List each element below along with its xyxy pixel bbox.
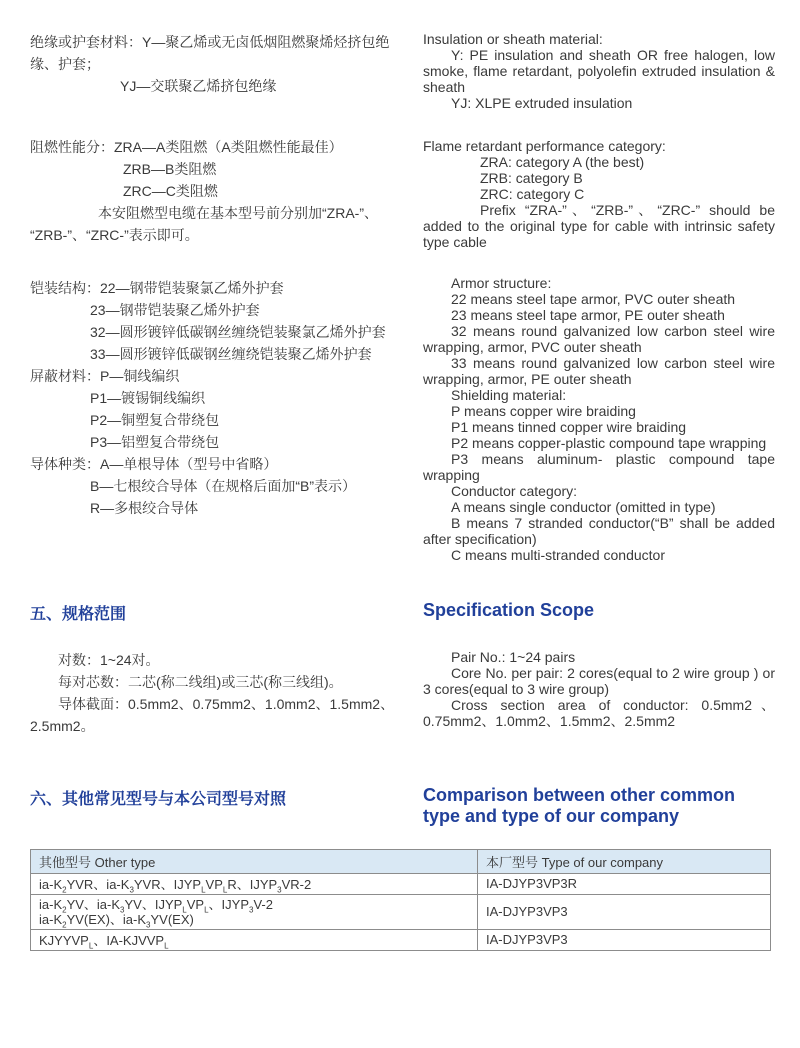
table-row: [31, 874, 771, 895]
text-line: 屏蔽材料：P—铜线编织: [30, 368, 180, 384]
text-line: 23—钢带铠装聚乙烯外护套: [90, 302, 260, 318]
text-line: 23 means steel tape armor, PE outer sheath: [451, 307, 725, 323]
text-line: R—多根绞合导体: [90, 500, 199, 516]
armor-shield-conductor-zh-block: [30, 277, 430, 519]
text-line: B—七根绞合导体（在规格后面加“B”表示）: [90, 478, 356, 494]
flame-retardant-zh-block: [30, 136, 430, 246]
table-row: [31, 930, 771, 951]
text-line: 每对芯数：二芯(称二线组)或三芯(称三线组)。: [58, 674, 343, 690]
text-line: 缘、护套；: [30, 56, 100, 72]
our-type-column-header: 本厂型号 Type of our company: [478, 850, 771, 874]
section-title: Conductor category:: [451, 483, 578, 499]
text-line: 33—圆形镀锌低碳钢丝缠绕铠装聚乙烯外护套: [90, 346, 372, 362]
spec-scope-heading-zh: 五、规格范围: [30, 606, 127, 623]
text-line: 铠装结构：22—钢带铠装聚氯乙烯外护套: [30, 280, 284, 296]
other-type-cell: [31, 930, 478, 951]
flame-retardant-en-block: [423, 138, 775, 250]
text-line: P means copper wire braiding: [451, 403, 636, 419]
paragraph: YJ: XLPE extruded insulation: [451, 95, 633, 111]
paragraph: 33 means round galvanized low carbon steel wire wrapping, armor, PE outer sheath: [423, 355, 775, 387]
other-type-cell: [31, 895, 478, 930]
text-line: 导体截面：0.5mm2、0.75mm2、1.0mm2、1.5mm2、: [58, 696, 395, 712]
comparison-heading-zh: 六、其他常见型号与本公司型号对照: [30, 791, 287, 808]
model-list: $ia-K_2YV$、$ia-K_3YV$、$IJYP_LVP_L$、$IJYP_3V-2$: [39, 897, 273, 915]
text-line: ZRC: category C: [480, 186, 585, 202]
text-line: 阻燃性能分：ZRA—A类阻燃（A类阻燃性能最佳）: [30, 139, 343, 155]
text-line: Pair No.: 1~24 pairs: [451, 649, 576, 665]
spec-scope-zh-block: [30, 649, 430, 737]
model-list: $KJYYVP_L$、$IA-KJVVP_L$: [39, 932, 169, 951]
section-title: Insulation or sheath material:: [423, 31, 603, 47]
text-line: A means single conductor (omitted in type): [451, 499, 716, 515]
model-list: $ia-K_2YVR$、$ia-K_3YVR$、$IJYP_LVP_LR$、$IJYP_3VR-2$: [39, 876, 312, 895]
other-type-column-header: 其他型号 Other type: [31, 850, 478, 874]
text-line: P2—铜塑复合带绕包: [90, 412, 220, 428]
text-line: 32—圆形镀锌低碳钢丝缠绕铠装聚氯乙烯外护套: [90, 324, 386, 340]
paragraph: B means 7 stranded conductor(“B” shall be added after specification): [423, 515, 775, 547]
armor-shield-conductor-en-block: [423, 275, 775, 563]
our-type-cell: IA-DJYP3VP3: [478, 930, 771, 951]
text-line: P2 means copper-plastic compound tape wrapping: [451, 435, 767, 451]
model-list: $ia-K_2YV(EX)$、$ia-K_3YV(EX)$: [39, 912, 194, 930]
text-line: P1—镀锡铜线编织: [90, 390, 206, 406]
table-header-row: [31, 850, 771, 874]
text-line: 本安阻燃型电缆在基本型号前分别加“ZRA-”、: [98, 205, 378, 221]
paragraph: P3 means aluminum- plastic compound tape wrapping: [423, 451, 775, 483]
text-line: 对数：1~24对。: [58, 652, 160, 668]
paragraph: Cross section area of conductor: 0.5mm2、0.75mm2、1.0mm2、1.5mm2、2.5mm2: [423, 697, 775, 729]
our-type-cell: IA-DJYP3VP3R: [478, 874, 771, 895]
text-line: ZRB—B类阻燃: [123, 161, 217, 177]
text-line: ZRB: category B: [480, 170, 583, 186]
paragraph: Y: PE insulation and sheath OR free halogen, low smoke, flame retardant, polyolefin extruded insulation & sheath: [423, 47, 775, 95]
text-line: P1 means tinned copper wire braiding: [451, 419, 687, 435]
other-type-cell: [31, 874, 478, 895]
paragraph: Core No. per pair: 2 cores(equal to 2 wire group ) or 3 cores(equal to 3 wire group): [423, 665, 775, 697]
comparison-heading-en: Comparison between other common type and type of our company: [423, 785, 736, 826]
text-line: 绝缘或护套材料：Y—聚乙烯或无卤低烟阻燃聚烯烃挤包绝: [30, 34, 390, 50]
table-row: [31, 895, 771, 930]
text-line: ZRC—C类阻燃: [123, 183, 218, 199]
type-comparison-table: [30, 849, 771, 951]
text-line: P3—铝塑复合带绕包: [90, 434, 220, 450]
insulation-material-zh-block: [30, 31, 430, 97]
spec-scope-en-block: [423, 649, 775, 729]
spec-scope-heading-en: Specification Scope: [423, 600, 595, 620]
text-line: “ZRB-”、“ZRC-”表示即可。: [30, 227, 199, 243]
text-line: 导体种类：A—单根导体（型号中省略）: [30, 456, 278, 472]
text-line: ZRA: category A (the best): [480, 154, 645, 170]
text-line: YJ—交联聚乙烯挤包绝缘: [120, 78, 277, 94]
section-title: Flame retardant performance category:: [423, 138, 666, 154]
our-type-cell: IA-DJYP3VP3: [478, 895, 771, 930]
text-line: 22 means steel tape armor, PVC outer sheath: [451, 291, 736, 307]
insulation-material-en-block: [423, 31, 775, 111]
section-title: Armor structure:: [451, 275, 552, 291]
text-line: 2.5mm2。: [30, 718, 95, 734]
paragraph: Prefix “ZRA-”、“ZRB-”、“ZRC-” should be added to the original type for cable with intrinsic safety type cable: [423, 202, 775, 250]
text-line: C means multi-stranded conductor: [451, 547, 665, 563]
section-title: Shielding material:: [451, 387, 567, 403]
paragraph: 32 means round galvanized low carbon steel wire wrapping, armor, PVC outer sheath: [423, 323, 775, 355]
